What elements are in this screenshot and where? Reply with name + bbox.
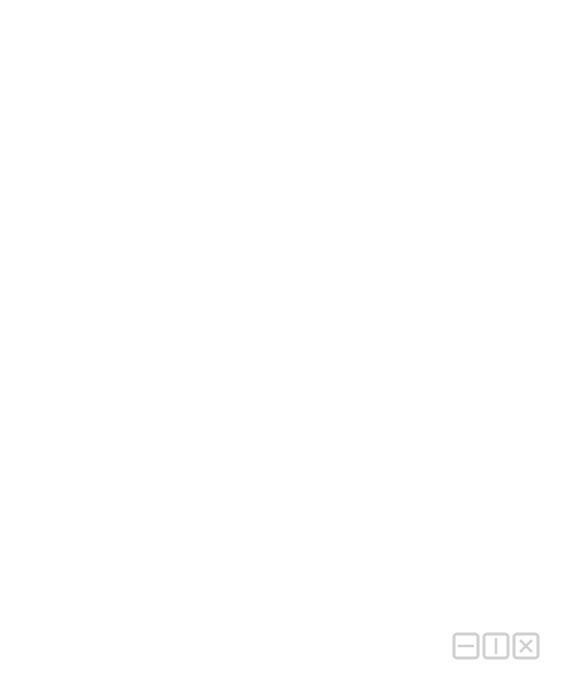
watermark-logo <box>448 628 568 688</box>
